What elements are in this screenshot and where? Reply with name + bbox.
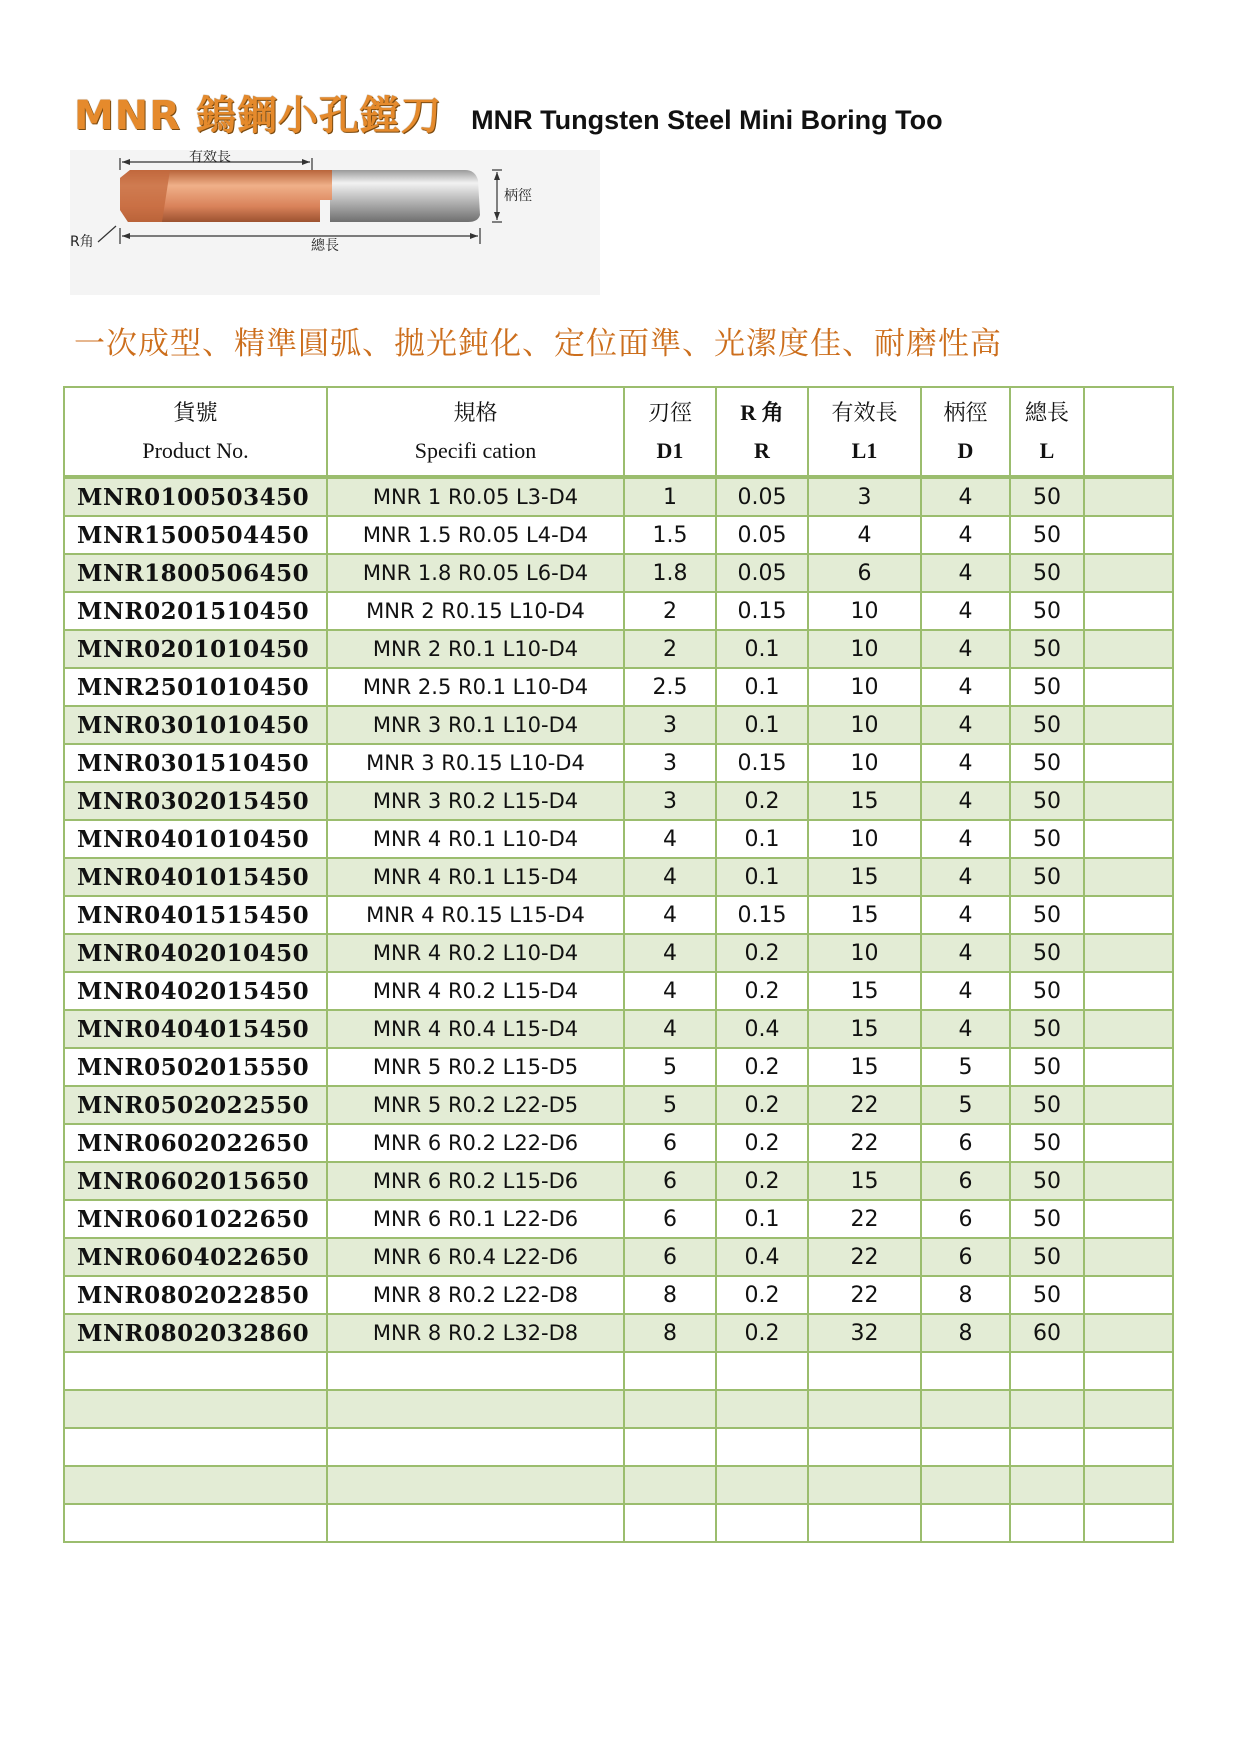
l-cell	[1010, 1428, 1084, 1466]
d1-cell: 3	[624, 782, 716, 820]
specification-cell	[327, 1466, 624, 1504]
d-cell: 4	[921, 858, 1010, 896]
table-row	[64, 1352, 1173, 1390]
product-no-cell	[64, 1428, 327, 1466]
blank-cell	[1084, 706, 1173, 744]
table-row	[64, 706, 1173, 744]
d-cell	[921, 1428, 1010, 1466]
r-cell: 0.4	[716, 1010, 808, 1048]
product-no-cell	[64, 1466, 327, 1504]
d-cell: 4	[921, 782, 1010, 820]
product-no-cell: MNR0401515450	[64, 896, 327, 934]
l-cell: 50	[1010, 1010, 1084, 1048]
l1-cell	[808, 1390, 921, 1428]
d-cell: 8	[921, 1314, 1010, 1352]
specification-cell	[327, 1352, 624, 1390]
d1-header	[624, 387, 716, 477]
effective-length-label: 有效長	[189, 150, 231, 165]
blank-cell	[1084, 477, 1173, 516]
l-cell: 50	[1010, 1276, 1084, 1314]
specification-cell	[327, 1390, 624, 1428]
r-cell: 0.05	[716, 554, 808, 592]
blank-cell	[1084, 554, 1173, 592]
table-row	[64, 592, 1173, 630]
l-cell: 50	[1010, 934, 1084, 972]
header-label-en: D1	[656, 437, 684, 463]
r-cell: 0.2	[716, 1124, 808, 1162]
d-cell: 4	[921, 744, 1010, 782]
blank-cell	[1084, 744, 1173, 782]
l1-cell: 15	[808, 972, 921, 1010]
boring-tool-illustration	[70, 150, 600, 295]
l-cell: 50	[1010, 896, 1084, 934]
d1-cell: 4	[624, 896, 716, 934]
d1-cell: 1.8	[624, 554, 716, 592]
r-cell: 0.15	[716, 744, 808, 782]
r-cell: 0.1	[716, 668, 808, 706]
r-cell	[716, 1428, 808, 1466]
table-header-row	[64, 387, 1173, 477]
l-header	[1010, 387, 1084, 477]
specification-cell: MNR 2 R0.15 L10-D4	[327, 592, 624, 630]
l1-cell: 15	[808, 782, 921, 820]
table-row	[64, 1428, 1173, 1466]
d1-cell	[624, 1352, 716, 1390]
table-row	[64, 1504, 1173, 1542]
table-row	[64, 1200, 1173, 1238]
table-row	[64, 1276, 1173, 1314]
header-label-zh: 貨號	[173, 399, 218, 425]
d1-cell: 6	[624, 1200, 716, 1238]
l1-cell: 15	[808, 1162, 921, 1200]
product-no-cell	[64, 1390, 327, 1428]
header-label-zh: 柄徑	[943, 399, 988, 425]
r-cell: 0.1	[716, 630, 808, 668]
blank-cell	[1084, 1162, 1173, 1200]
table-row	[64, 1010, 1173, 1048]
l1-cell: 15	[808, 1048, 921, 1086]
l-cell: 50	[1010, 1200, 1084, 1238]
d1-cell: 2	[624, 630, 716, 668]
r-cell: 0.2	[716, 1314, 808, 1352]
l1-cell: 22	[808, 1276, 921, 1314]
d-cell: 5	[921, 1086, 1010, 1124]
blank-cell	[1084, 1352, 1173, 1390]
table-row	[64, 972, 1173, 1010]
r-cell: 0.2	[716, 1162, 808, 1200]
table-row	[64, 630, 1173, 668]
d-cell: 6	[921, 1200, 1010, 1238]
specification-cell: MNR 4 R0.1 L15-D4	[327, 858, 624, 896]
total-length-label: 總長	[311, 238, 339, 254]
table-row	[64, 1162, 1173, 1200]
r-cell	[716, 1352, 808, 1390]
specification-cell: MNR 5 R0.2 L22-D5	[327, 1086, 624, 1124]
l1-cell: 10	[808, 668, 921, 706]
title-main: MNR 鎢鋼小孔鏜刀	[74, 93, 443, 139]
blank-cell	[1084, 820, 1173, 858]
l1-header	[808, 387, 921, 477]
shank-shape	[330, 170, 480, 222]
l-cell	[1010, 1352, 1084, 1390]
d1-cell	[624, 1466, 716, 1504]
blank-cell	[1084, 1428, 1173, 1466]
l1-cell: 22	[808, 1124, 921, 1162]
specification-cell: MNR 8 R0.2 L22-D8	[327, 1276, 624, 1314]
r-cell: 0.1	[716, 820, 808, 858]
blank-cell	[1084, 1124, 1173, 1162]
d-cell: 4	[921, 592, 1010, 630]
blank-cell	[1084, 1086, 1173, 1124]
specification-cell: MNR 4 R0.4 L15-D4	[327, 1010, 624, 1048]
l-cell: 50	[1010, 592, 1084, 630]
blank-cell	[1084, 1200, 1173, 1238]
table-row	[64, 1124, 1173, 1162]
blank-cell	[1084, 1314, 1173, 1352]
d-cell: 4	[921, 972, 1010, 1010]
product-no-cell: MNR0602022650	[64, 1124, 327, 1162]
l1-cell	[808, 1504, 921, 1542]
r-cell: 0.05	[716, 477, 808, 516]
header-label-zh: 總長	[1024, 399, 1069, 425]
specification-cell	[327, 1504, 624, 1542]
blank-cell	[1084, 1390, 1173, 1428]
specification-cell: MNR 1 R0.05 L3-D4	[327, 477, 624, 516]
d-cell	[921, 1504, 1010, 1542]
l-cell: 60	[1010, 1314, 1084, 1352]
product-no-cell: MNR0502022550	[64, 1086, 327, 1124]
specification-cell: MNR 4 R0.15 L15-D4	[327, 896, 624, 934]
product-no-cell: MNR0301010450	[64, 706, 327, 744]
l-cell: 50	[1010, 744, 1084, 782]
l1-cell: 10	[808, 744, 921, 782]
r-cell	[716, 1504, 808, 1542]
specification-cell: MNR 4 R0.2 L15-D4	[327, 972, 624, 1010]
d1-cell: 6	[624, 1124, 716, 1162]
d-cell: 4	[921, 516, 1010, 554]
d1-cell: 2	[624, 592, 716, 630]
blank-cell	[1084, 630, 1173, 668]
table-row	[64, 820, 1173, 858]
product-no-cell	[64, 1352, 327, 1390]
d1-cell: 6	[624, 1238, 716, 1276]
specification-cell: MNR 1.8 R0.05 L6-D4	[327, 554, 624, 592]
d-cell	[921, 1390, 1010, 1428]
l-cell: 50	[1010, 782, 1084, 820]
specification-cell: MNR 1.5 R0.05 L4-D4	[327, 516, 624, 554]
r-cell: 0.2	[716, 972, 808, 1010]
blank-cell	[1084, 896, 1173, 934]
l-cell: 50	[1010, 972, 1084, 1010]
r-cell	[716, 1466, 808, 1504]
l1-cell	[808, 1428, 921, 1466]
l1-cell: 4	[808, 516, 921, 554]
table-row	[64, 668, 1173, 706]
l-cell: 50	[1010, 1124, 1084, 1162]
d-cell: 4	[921, 1010, 1010, 1048]
specification-cell: MNR 6 R0.2 L15-D6	[327, 1162, 624, 1200]
table-row	[64, 1466, 1173, 1504]
blank-header	[1084, 387, 1173, 477]
specification-cell: MNR 3 R0.15 L10-D4	[327, 744, 624, 782]
d-cell: 8	[921, 1276, 1010, 1314]
l-cell: 50	[1010, 706, 1084, 744]
d-cell: 5	[921, 1048, 1010, 1086]
blank-cell	[1084, 1466, 1173, 1504]
l-cell: 50	[1010, 1162, 1084, 1200]
d1-cell: 4	[624, 1010, 716, 1048]
table-row	[64, 1238, 1173, 1276]
product-no-cell: MNR0201510450	[64, 592, 327, 630]
specification-cell: MNR 2 R0.1 L10-D4	[327, 630, 624, 668]
table-row	[64, 1314, 1173, 1352]
cutting-edge-shape	[120, 170, 170, 222]
blank-cell	[1084, 934, 1173, 972]
blank-cell	[1084, 1276, 1173, 1314]
l1-cell	[808, 1466, 921, 1504]
specification-cell: MNR 2.5 R0.1 L10-D4	[327, 668, 624, 706]
l-cell	[1010, 1466, 1084, 1504]
table-row	[64, 1390, 1173, 1428]
r-cell: 0.2	[716, 1086, 808, 1124]
specification-cell: MNR 3 R0.2 L15-D4	[327, 782, 624, 820]
d1-cell: 4	[624, 934, 716, 972]
d-cell	[921, 1352, 1010, 1390]
l-cell: 50	[1010, 630, 1084, 668]
l-cell: 50	[1010, 1238, 1084, 1276]
l-cell	[1010, 1390, 1084, 1428]
l1-cell: 10	[808, 592, 921, 630]
spec-table	[63, 386, 1174, 1543]
specification-cell: MNR 5 R0.2 L15-D5	[327, 1048, 624, 1086]
product-no-cell: MNR1500504450	[64, 516, 327, 554]
r-cell: 0.4	[716, 1238, 808, 1276]
d1-cell: 1	[624, 477, 716, 516]
l-cell: 50	[1010, 477, 1084, 516]
table-row	[64, 554, 1173, 592]
l1-cell: 10	[808, 630, 921, 668]
product-no-cell: MNR0404015450	[64, 1010, 327, 1048]
table-row	[64, 896, 1173, 934]
d-cell: 4	[921, 554, 1010, 592]
l-cell: 50	[1010, 1086, 1084, 1124]
d1-cell: 3	[624, 706, 716, 744]
product-no-cell: MNR0601022650	[64, 1200, 327, 1238]
d1-cell: 5	[624, 1048, 716, 1086]
shank-diameter-label: 柄徑	[504, 188, 532, 204]
d-cell: 4	[921, 896, 1010, 934]
l1-cell: 15	[808, 858, 921, 896]
table-row	[64, 782, 1173, 820]
r-cell: 0.05	[716, 516, 808, 554]
page-title	[74, 84, 943, 144]
product-no-cell: MNR0301510450	[64, 744, 327, 782]
table-body	[64, 477, 1173, 1542]
product-no-cell: MNR0100503450	[64, 477, 327, 516]
d1-cell: 4	[624, 972, 716, 1010]
d1-cell: 4	[624, 820, 716, 858]
specification-cell	[327, 1428, 624, 1466]
product-no-cell: MNR2501010450	[64, 668, 327, 706]
d1-cell: 4	[624, 858, 716, 896]
l1-cell: 32	[808, 1314, 921, 1352]
d1-cell: 6	[624, 1162, 716, 1200]
d1-cell	[624, 1390, 716, 1428]
d-cell: 4	[921, 630, 1010, 668]
l-cell: 50	[1010, 820, 1084, 858]
r-corner-label: R角	[70, 234, 94, 250]
d1-cell	[624, 1504, 716, 1542]
l-cell: 50	[1010, 668, 1084, 706]
d-header	[921, 387, 1010, 477]
table-row	[64, 477, 1173, 516]
specification-cell: MNR 6 R0.2 L22-D6	[327, 1124, 624, 1162]
d-cell: 6	[921, 1162, 1010, 1200]
l1-cell	[808, 1352, 921, 1390]
l-cell	[1010, 1504, 1084, 1542]
blank-cell	[1084, 516, 1173, 554]
l1-cell: 6	[808, 554, 921, 592]
d-cell: 6	[921, 1238, 1010, 1276]
l1-cell: 3	[808, 477, 921, 516]
product-no-cell: MNR0401015450	[64, 858, 327, 896]
header-label-en: L	[1039, 437, 1055, 463]
r-cell: 0.1	[716, 1200, 808, 1238]
product-no-cell: MNR0604022650	[64, 1238, 327, 1276]
product-no-cell: MNR0302015450	[64, 782, 327, 820]
l1-cell: 22	[808, 1238, 921, 1276]
r-cell: 0.2	[716, 1048, 808, 1086]
d1-cell: 1.5	[624, 516, 716, 554]
header-label-zh: 規格	[453, 399, 498, 425]
product-no-cell: MNR1800506450	[64, 554, 327, 592]
l1-cell: 10	[808, 820, 921, 858]
l-cell: 50	[1010, 858, 1084, 896]
l1-cell: 10	[808, 934, 921, 972]
product-no-cell: MNR0802032860	[64, 1314, 327, 1352]
d-cell	[921, 1466, 1010, 1504]
product-no-cell	[64, 1504, 327, 1542]
l-cell: 50	[1010, 516, 1084, 554]
product-no-cell: MNR0802022850	[64, 1276, 327, 1314]
r-cell: 0.15	[716, 896, 808, 934]
header-label-en: Product No.	[142, 437, 249, 463]
blank-cell	[1084, 782, 1173, 820]
product-no-cell: MNR0402015450	[64, 972, 327, 1010]
specification-cell: MNR 4 R0.1 L10-D4	[327, 820, 624, 858]
d1-cell: 8	[624, 1276, 716, 1314]
specification-cell: MNR 6 R0.4 L22-D6	[327, 1238, 624, 1276]
table-row	[64, 1086, 1173, 1124]
table-row	[64, 858, 1173, 896]
title-english: MNR Tungsten Steel Mini Boring Too	[471, 105, 943, 135]
product-no-cell: MNR0402010450	[64, 934, 327, 972]
tool-diagram	[70, 150, 600, 295]
header-label-zh: R 角	[740, 399, 784, 425]
d-cell: 6	[921, 1124, 1010, 1162]
r-cell: 0.15	[716, 592, 808, 630]
specification-header	[327, 387, 624, 477]
header-label-en: Specifi cation	[414, 437, 537, 463]
d-cell: 4	[921, 668, 1010, 706]
product-no-cell: MNR0401010450	[64, 820, 327, 858]
table-row	[64, 934, 1173, 972]
d-cell: 4	[921, 934, 1010, 972]
table-row	[64, 1048, 1173, 1086]
r-cell: 0.2	[716, 782, 808, 820]
r-header	[716, 387, 808, 477]
header-label-zh: 刃徑	[647, 399, 692, 425]
table-row	[64, 516, 1173, 554]
d-cell: 4	[921, 706, 1010, 744]
r-cell: 0.1	[716, 706, 808, 744]
l1-cell: 15	[808, 1010, 921, 1048]
product-no-cell: MNR0502015550	[64, 1048, 327, 1086]
l1-cell: 10	[808, 706, 921, 744]
feature-slogan: 一次成型、精準圓弧、拋光鈍化、定位面準、光潔度佳、耐磨性高	[74, 326, 1002, 362]
blank-cell	[1084, 1504, 1173, 1542]
d-cell: 4	[921, 820, 1010, 858]
blank-cell	[1084, 592, 1173, 630]
blank-cell	[1084, 858, 1173, 896]
d1-cell: 3	[624, 744, 716, 782]
blank-cell	[1084, 1010, 1173, 1048]
blank-cell	[1084, 972, 1173, 1010]
l1-cell: 22	[808, 1200, 921, 1238]
blank-cell	[1084, 1048, 1173, 1086]
d1-cell: 2.5	[624, 668, 716, 706]
d1-cell: 8	[624, 1314, 716, 1352]
l1-cell: 15	[808, 896, 921, 934]
d1-cell: 5	[624, 1086, 716, 1124]
specification-cell: MNR 8 R0.2 L32-D8	[327, 1314, 624, 1352]
l-cell: 50	[1010, 1048, 1084, 1086]
d1-cell	[624, 1428, 716, 1466]
l1-cell: 22	[808, 1086, 921, 1124]
product-no-cell: MNR0201010450	[64, 630, 327, 668]
product-no-header	[64, 387, 327, 477]
specification-cell: MNR 3 R0.1 L10-D4	[327, 706, 624, 744]
blank-cell	[1084, 668, 1173, 706]
blank-cell	[1084, 1238, 1173, 1276]
specification-cell: MNR 6 R0.1 L22-D6	[327, 1200, 624, 1238]
r-cell: 0.1	[716, 858, 808, 896]
l-cell: 50	[1010, 554, 1084, 592]
table-row	[64, 744, 1173, 782]
header-label-en: D	[957, 437, 974, 463]
r-cell: 0.2	[716, 1276, 808, 1314]
product-no-cell: MNR0602015650	[64, 1162, 327, 1200]
header-label-en: R	[754, 437, 770, 463]
d-cell: 4	[921, 477, 1010, 516]
header-label-zh: 有效長	[831, 399, 898, 425]
specification-cell: MNR 4 R0.2 L10-D4	[327, 934, 624, 972]
r-cell	[716, 1390, 808, 1428]
r-cell: 0.2	[716, 934, 808, 972]
header-label-en: L1	[851, 437, 878, 463]
